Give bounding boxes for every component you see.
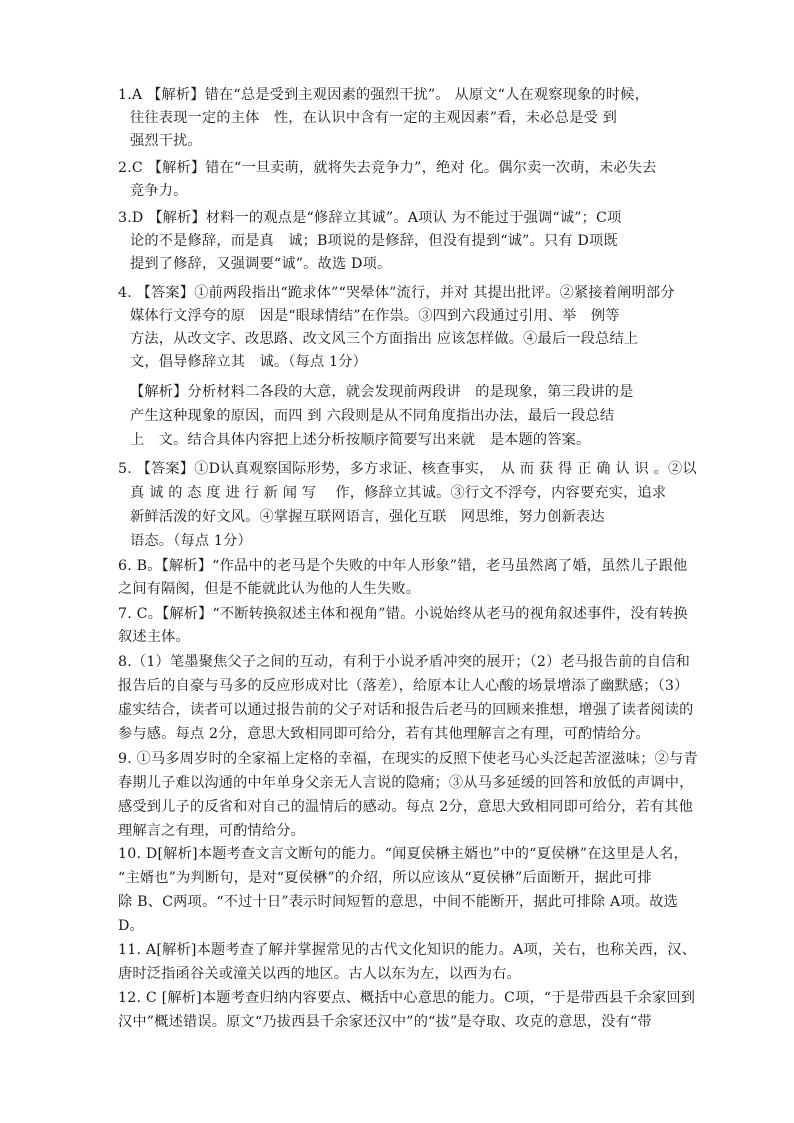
text-line: 12. C [解析]本题考查归纳内容要点、概括中心意思的能力。C项，“于是带西县千余家回到 xyxy=(118,990,696,1006)
text-line: 上 文。结合具体内容把上述分析按顺序简要写出来就 是本题的答案。 xyxy=(130,432,591,448)
text-line: 汉中”概述错误。原文“乃拔西县千余家还汉中”的“拔”是夺取、攻克的意思，没有“带 xyxy=(118,1014,652,1030)
text-line: 春期儿子难以沟通的中年单身父亲无人言说的隐痛；③从马多延缓的回答和放低的声调中， xyxy=(118,775,694,791)
text-line: 8.（1）笔墨聚焦父子之间的互动，有利于小说矛盾冲突的展开；（2）老马报告前的自信和 xyxy=(118,654,691,670)
text-line: 竞争力。 xyxy=(130,183,188,199)
text-line: 【解析】分析材料二各段的大意，就会发现前两段讲 的是现象，第三段讲的是 xyxy=(130,384,634,400)
text-line: 参与感。每点 2分，意思大致相同即可给分，若有其他理解言之有理，可酌情给分。 xyxy=(118,726,650,742)
text-line: 语态。（每点 1分） xyxy=(130,533,252,549)
text-line: 除 B、C两项。“不过十日”表示时间短暂的意思，中间不能断开，据此可排除 A项。故选 xyxy=(118,894,679,910)
text-line: 感受到儿子的反省和对自己的温情后的感动。每点 2分，意思大致相同即可给分，若有其他 xyxy=(118,799,694,815)
text-line: 9. ①马多周岁时的全家福上定格的幸福，在现实的反照下使老马心头泛起苦涩滋味；②与青 xyxy=(118,751,698,767)
text-line: 4. 【答案】①前两段指出“跪求体”“哭晕体”流行，并对 其提出批评。②紧接着阐明部分 xyxy=(118,285,675,301)
text-line: 虚实结合，读者可以通过报告前的父子对话和报告后老马的回顾来推想，增强了读者阅读的 xyxy=(118,702,694,718)
text-line: 真 诚 的 态 度 进 行 新 闻 写 作，修辞立其诚。③行文不浮夸，内容要充实，追求 xyxy=(130,485,667,501)
text-line: 叙述主体。 xyxy=(118,629,190,645)
text-line: 1.A 【解析】错在“总是受到主观因素的强烈干扰”。 从原文“人在观察现象的时候， xyxy=(118,87,649,103)
text-line: 提到了修辞，又强调要“诚”。故选 D项。 xyxy=(130,256,392,272)
text-line: 3.D 【解析】材料一的观点是“修辞立其诚”。A项认 为不能过于强调“诚”；C项 xyxy=(118,210,622,226)
text-line: 论的不是修辞，而是真 诚；B项说的是修辞，但没有提到“诚”。只有 D项既 xyxy=(130,233,618,249)
text-line: 理解言之有理，可酌情给分。 xyxy=(118,823,306,839)
text-line: 10. D[解析]本题考查文言文断句的能力。“闻夏侯楙主婿也”中的“夏侯楙”在这里是人名， xyxy=(118,846,688,862)
text-line: 2.C 【解析】错在“一旦卖萌，就将失去竞争力”，绝对 化。偶尔卖一次萌，未必失去 xyxy=(118,160,657,176)
text-line: 新鲜活泼的好文风。④掌握互联网语言，强化互联 网思维，努力创新表达 xyxy=(130,509,605,525)
text-line: 媒体行文浮夸的原 因是“眼球情结”在作祟。③四到六段通过引用、举 例等 xyxy=(130,308,620,324)
text-line: 产生这种现象的原因，而四 到 六段则是从不同角度指出办法，最后一段总结 xyxy=(130,408,615,424)
text-line: 文，倡导修辞立其 诚。（每点 1分） xyxy=(130,354,368,370)
text-line: 强烈干扰。 xyxy=(130,133,202,149)
text-line: 之间有隔阂，但是不能就此认为他的人生失败。 xyxy=(118,581,421,597)
text-line: 5. 【答案】①D认真观察国际形势，多方求证、核查事实， 从 而 获 得 正 确 认 识 。②以 xyxy=(118,461,697,477)
text-line: 6. B。【解析】“作品中的老马是个失败的中年人形象”错，老马虽然离了婚，虽然儿子跟他 xyxy=(118,558,688,574)
text-line: 报告后的自豪与马多的反应形成对比（落差），给原本让人心酸的场景增添了幽默感；（3） xyxy=(118,678,689,694)
text-line: “主婿也”为判断句，是对“夏侯楙”的介绍，所以应该从“夏侯楙”后面断开，据此可排 xyxy=(118,870,652,886)
text-line: 11. A[解析]本题考查了解并掌握常见的古代文化知识的能力。A项，关右，也称关西，汉、 xyxy=(118,942,697,958)
text-line: 往往表现一定的主体 性，在认识中含有一定的主观因素”看，未必总是受 到 xyxy=(130,110,617,126)
text-line: 唐时泛指函谷关或潼关以西的地区。古人以东为左，以西为右。 xyxy=(118,966,521,982)
text-line: D。 xyxy=(118,918,144,934)
text-line: 方法，从改文字、改思路、改文风三个方面指出 应该怎样做。④最后一段总结上 xyxy=(130,331,639,347)
text-line: 7. C。【解析】“不断转换叙述主体和视角”错。小说始终从老马的视角叙述事件，没有转换 xyxy=(118,606,688,622)
